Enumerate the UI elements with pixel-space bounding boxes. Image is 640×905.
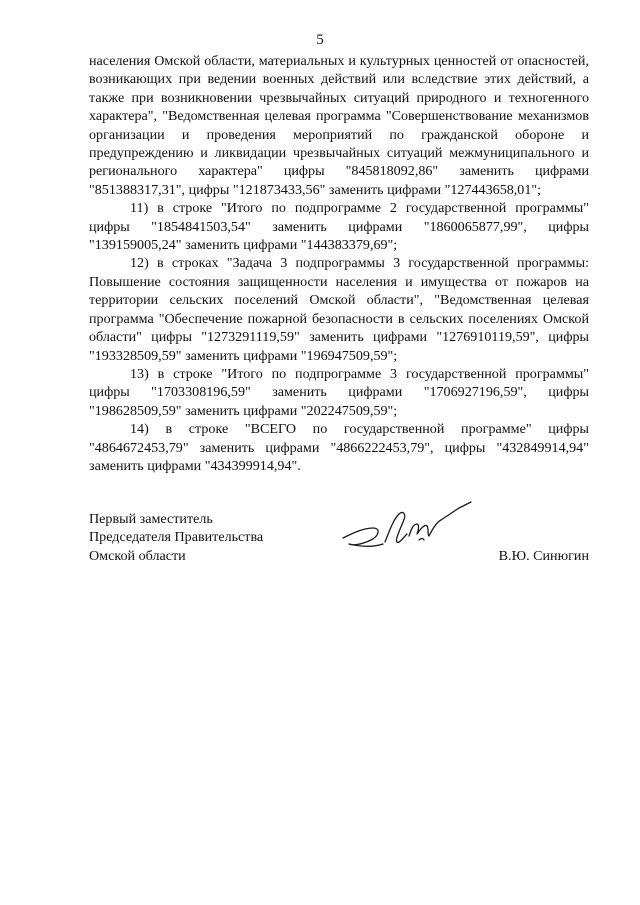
paragraph-item-11: 11) в строке "Итого по подпрограмме 2 государственной программы" цифры "1854841503,54" заменить цифрами "1860065877,99", цифры "139159005,24" заменить цифрами "144383379,69";	[89, 200, 589, 254]
signature-stroke-3	[409, 520, 441, 536]
signatory-name: В.Ю. Синюгин	[498, 547, 589, 564]
paragraph-item-12: 12) в строках "Задача 3 подпрограммы 3 государственной программы: Повышение состояния защищенности населения и имущества от пожаров на территории сельских поселений Омской области", "Ведомственная целевая программа "Обеспечение пожарной безопасности в сельских поселениях Омской области" цифры "1273291119,59" заменить цифрами "1276910119,59", цифры "193328509,59" заменить цифрами "196947509,59";	[89, 255, 589, 364]
signatory-title-line-2: Председателя Правительства	[89, 529, 264, 546]
signature-stroke-5	[419, 539, 424, 541]
document-body	[89, 52, 589, 475]
signature-stroke-1	[343, 528, 383, 546]
paragraph-item-14: 14) в строке "ВСЕГО по государственной программе" цифры "4864672453,79" заменить цифрами "4866222453,79", цифры "432849914,94" заменить цифрами "434399914,94".	[89, 421, 589, 474]
signatory-title-line-3: Омской области	[89, 547, 186, 564]
signatory-title-line-1: Первый заместитель	[89, 511, 213, 527]
page-number: 5	[316, 32, 324, 48]
paragraph-continuation: населения Омской области, материальных и культурных ценностей от опасностей, возникающих при ведении военных действий или вследствие этих действий, а также при возникновении чрезвычайных ситуаций природного и техногенного характера", "Ведомственная целевая программа "Совершенствование механизмов организации и проведения мероприятий по гражданской обороне и предупреждению и ликвидации чрезвычайных ситуаций межмуниципального и регионального характера" цифры "845818092,86" заменить цифрами "851388317,31", цифры "121873433,56" заменить цифрами "127443658,01";	[89, 53, 589, 198]
signature-stroke-4	[441, 502, 471, 520]
handwritten-signature	[337, 494, 479, 558]
signature-stroke-2	[385, 512, 407, 542]
paragraph-item-13: 13) в строке "Итого по подпрограмме 3 государственной программы" цифры "1703308196,59" заменить цифрами "1706927196,59", цифры "198628509,59" заменить цифрами "202247509,59";	[89, 365, 589, 419]
